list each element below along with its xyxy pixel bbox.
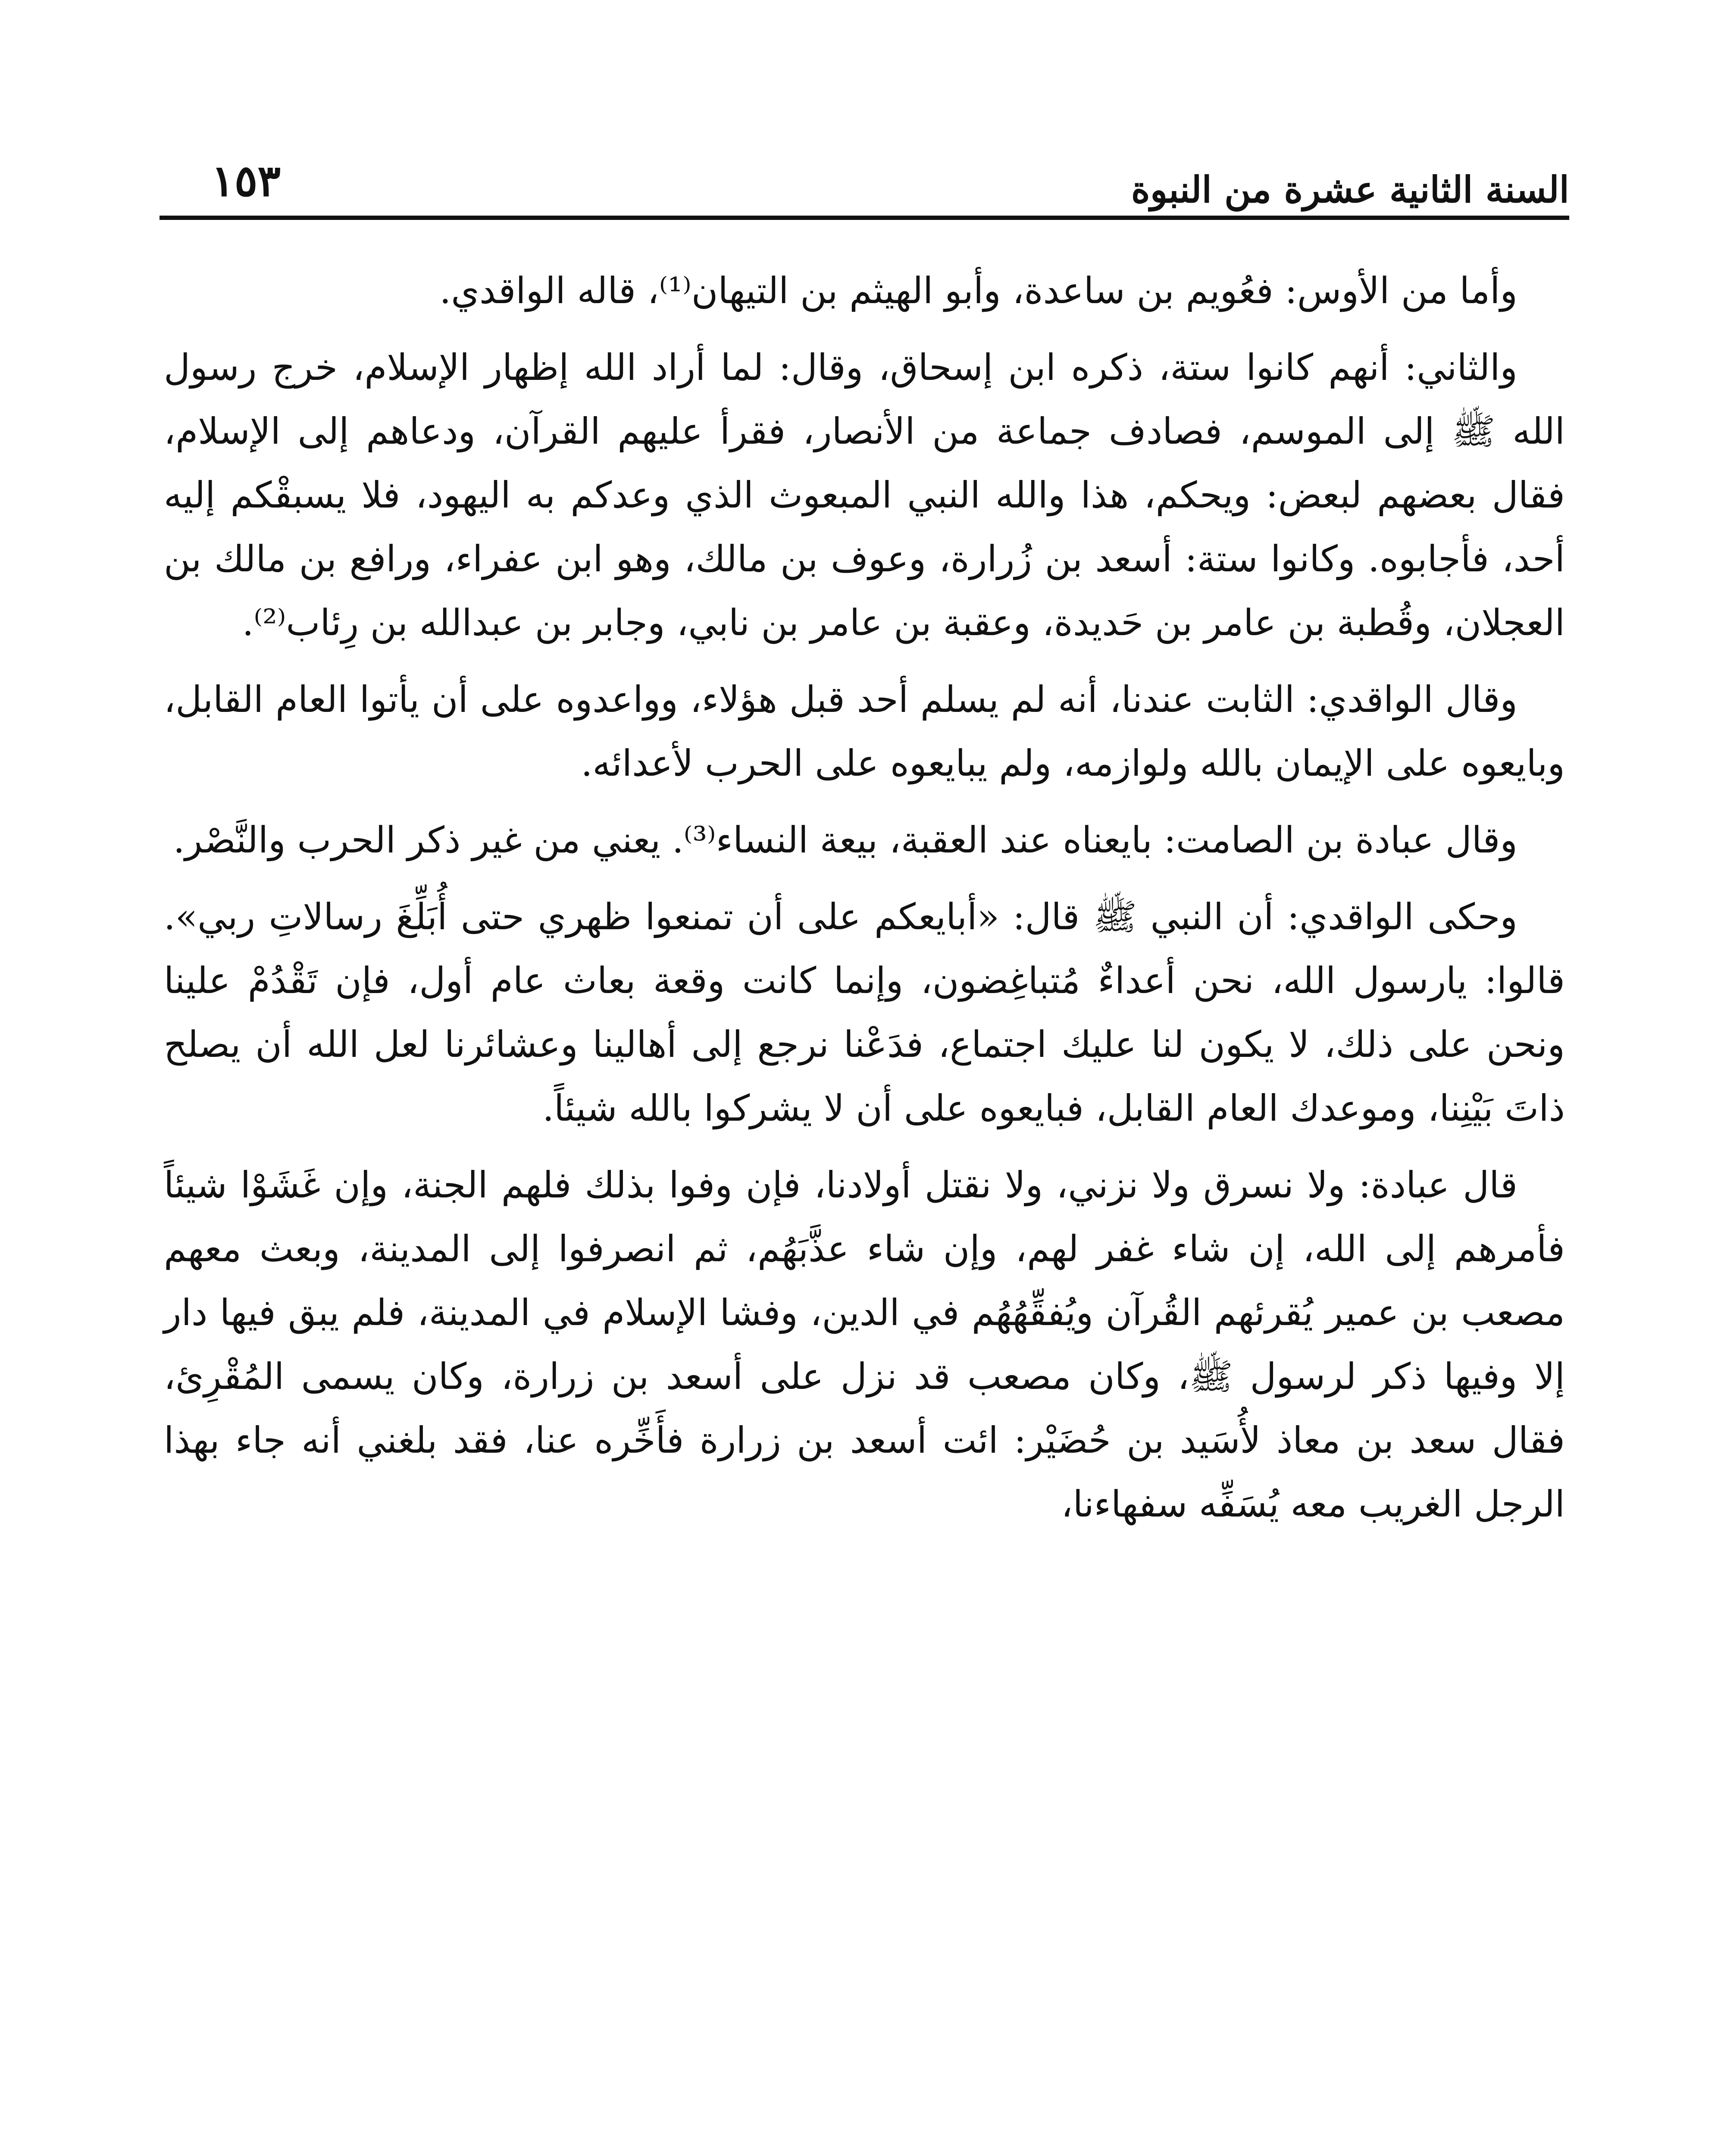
page-number: ١٥٣ xyxy=(211,155,281,206)
paragraph: وقال عبادة بن الصامت: بايعناه عند العقبة، بيعة النساء⁽³⁾. يعني من غير ذكر الحرب والنَّصْر. xyxy=(173,819,1517,861)
page-header xyxy=(160,142,1569,220)
main-text xyxy=(164,259,1565,1549)
paragraph: وقال الواقدي: الثابت عندنا، أنه لم يسلم أحد قبل هؤلاء، وواعدوه على أن يأتوا العام القابل، وبايعوه على الإيمان بالله ولوازمه، ولم يبايعوه على الحرب لأعدائه. xyxy=(164,678,1565,784)
header-divider xyxy=(160,216,1569,220)
paragraph: وأما من الأوس: فعُويم بن ساعدة، وأبو الهيثم بن التيهان⁽¹⁾، قاله الواقدي. xyxy=(439,270,1517,312)
paragraph: والثاني: أنهم كانوا ستة، ذكره ابن إسحاق، وقال: لما أراد الله إظهار الإسلام، خرج رسول الله ﷺ إلى الموسم، فصادف جماعة من الأنصار، فقرأ عليهم القرآن، ودعاهم إلى الإسلام، فقال بعضهم لبعض: ويحكم، هذا والله النبي المبعوث الذي وعدكم به اليهود، فلا يسبقْكم إليه أحد، فأجابوه. وكانوا ستة: أسعد بن زُرارة، وعوف بن مالك، وهو ابن عفراء، ورافع بن مالك بن العجلان، وقُطبة بن عامر بن حَديدة، وعقبة بن عامر بن نابي، وجابر بن عبدالله بن رِئاب⁽²⁾. xyxy=(164,346,1565,644)
paragraph: وحكى الواقدي: أن النبي ﷺ قال: «أبايعكم على أن تمنعوا ظهري حتى أُبَلِّغَ رسالاتِ ربي». قالوا: يارسول الله، نحن أعداءٌ مُتباغِضون، وإنما كانت وقعة بعاث عام أول، فإن تَقْدُمْ علينا ونحن على ذلك، لا يكون لنا عليك اجتماع، فدَعْنا نرجع إلى أهالينا وعشائرنا لعل الله أن يصلح ذاتَ بَيْنِنا، وموعدك العام القابل، فبايعوه على أن لا يشركوا بالله شيئاً. xyxy=(164,896,1565,1129)
paragraph: قال عبادة: ولا نسرق ولا نزني، ولا نقتل أولادنا، فإن وفوا بذلك فلهم الجنة، وإن غَشَوْا شيئاً فأمرهم إلى الله، إن شاء غفر لهم، وإن شاء عذَّبَهُم، ثم انصرفوا إلى المدينة، وبعث معهم مصعب بن عمير يُقرئهم القُرآن ويُفقِّهُهُم في الدين، وفشا الإسلام في المدينة، فلم يبق فيها دار إلا وفيها ذكر لرسول ﷺ، وكان مصعب قد نزل على أسعد بن زرارة، وكان يسمى المُقْرِئ، فقال سعد بن معاذ لأُسَيد بن حُضَيْر: ائت أسعد بن زرارة فأَخِّره عنا، فقد بلغني أنه جاء بهذا الرجل الغريب معه يُسَفِّه سفهاءنا، xyxy=(164,1164,1565,1525)
running-title: السنة الثانية عشرة من النبوة xyxy=(1131,168,1569,211)
